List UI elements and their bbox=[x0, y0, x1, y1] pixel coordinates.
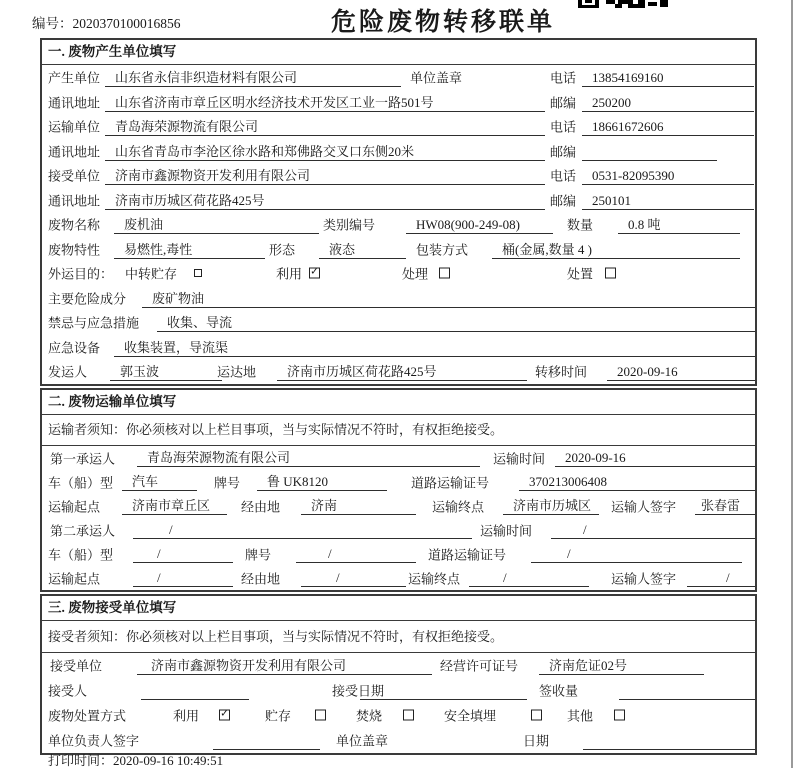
plate-label: 牌号 bbox=[214, 475, 241, 490]
section-transporter bbox=[40, 388, 757, 592]
row-hazard bbox=[42, 286, 755, 311]
row-waste-name bbox=[42, 212, 755, 237]
form-label: 形态 bbox=[269, 242, 296, 258]
origin-value: / bbox=[133, 569, 233, 587]
destination-value: 济南市历城区荷花路425号 bbox=[277, 363, 527, 381]
zip-label: 邮编 bbox=[550, 193, 577, 209]
equipment-value: 收集装置，导流渠 bbox=[114, 339, 755, 357]
receiver-address-value: 济南市历城区荷花路425号 bbox=[105, 192, 545, 210]
purpose-option-label: 处理 bbox=[402, 266, 429, 282]
row-carrier2 bbox=[42, 518, 755, 542]
row-producer-address bbox=[42, 90, 755, 115]
row-transporter-address bbox=[42, 139, 755, 164]
phone-label: 电话 bbox=[550, 168, 577, 184]
sender-value: 郭玉波 bbox=[110, 363, 222, 381]
via-label: 经由地 bbox=[241, 499, 281, 514]
transport-time-value: / bbox=[551, 521, 755, 539]
purpose-label: 外运目的： bbox=[48, 266, 114, 282]
vehicle-type-label: 车（船）型 bbox=[48, 475, 114, 490]
address-label: 通讯地址 bbox=[48, 193, 101, 209]
waste-name-label: 废物名称 bbox=[48, 217, 101, 233]
row-equipment bbox=[42, 335, 755, 360]
origin-value: 济南市章丘区 bbox=[122, 497, 227, 515]
taboo-label: 禁忌与应急措施 bbox=[48, 315, 140, 331]
vehicle-type-value: / bbox=[133, 545, 233, 563]
section1-heading: 一. 废物产生单位填写 bbox=[42, 40, 755, 65]
endpoint-label: 运输终点 bbox=[408, 571, 461, 586]
transporter-zip-value bbox=[582, 143, 717, 161]
hazard-value: 废矿物油 bbox=[142, 290, 755, 308]
section2-heading: 二. 废物运输单位填写 bbox=[42, 390, 755, 415]
checkbox-dispose bbox=[605, 268, 616, 279]
receiver-label: 接受单位 bbox=[48, 168, 101, 184]
destination-label: 运达地 bbox=[217, 364, 257, 380]
carrier2-label: 第二承运人 bbox=[50, 523, 116, 538]
row-carrier1 bbox=[42, 446, 755, 470]
packing-label: 包装方式 bbox=[416, 242, 469, 258]
producer-phone-value: 13854169160 bbox=[582, 69, 754, 87]
plate-label: 牌号 bbox=[245, 547, 272, 562]
disposal-option-label: 利用 bbox=[173, 708, 200, 724]
received-qty-value bbox=[619, 682, 755, 700]
receiver-zip-value: 250101 bbox=[582, 192, 754, 210]
purpose-option-label: 中转贮存 bbox=[125, 266, 178, 282]
waste-name-value: 废机油 bbox=[114, 216, 319, 234]
accept-date-value bbox=[360, 682, 527, 700]
qr-code-icon bbox=[578, 0, 670, 11]
row-transporter bbox=[42, 114, 755, 139]
plate-value: / bbox=[296, 545, 416, 563]
row-route1 bbox=[42, 494, 755, 518]
row-receiver bbox=[42, 163, 755, 188]
via-value: 济南 bbox=[301, 497, 416, 515]
transporter-phone-value: 18661672606 bbox=[582, 118, 754, 136]
print-time-label: 打印时间： bbox=[48, 753, 114, 768]
via-label: 经由地 bbox=[241, 571, 281, 586]
row-waste-traits bbox=[42, 237, 755, 262]
section-producer bbox=[40, 38, 757, 386]
disposal-label: 废物处置方式 bbox=[48, 708, 127, 724]
serial-number bbox=[32, 12, 181, 32]
transport-time-value: 2020-09-16 bbox=[555, 449, 755, 467]
checkbox-transit-storage bbox=[194, 269, 202, 277]
transporter-notice: 运输者须知：你必须核对以上栏目事项，当与实际情况不符时，有权拒绝接受。 bbox=[42, 415, 755, 446]
section3-heading: 三. 废物接受单位填写 bbox=[42, 596, 755, 621]
row-producer bbox=[42, 65, 755, 90]
disposal-option-label: 贮存 bbox=[265, 708, 292, 724]
accept-date-label: 接受日期 bbox=[332, 683, 385, 699]
road-permit-value: / bbox=[531, 545, 742, 563]
endpoint-label: 运输终点 bbox=[432, 499, 485, 514]
zip-label: 邮编 bbox=[550, 144, 577, 160]
print-time-value: 2020-09-16 10:49:51 bbox=[113, 753, 224, 768]
traits-label: 废物特性 bbox=[48, 242, 101, 258]
disposal-option-label: 安全填埋 bbox=[444, 708, 497, 724]
endpoint-value: 济南市历城区 bbox=[503, 497, 599, 515]
carrier-sign-label: 运输人签字 bbox=[611, 499, 677, 514]
equipment-label: 应急设备 bbox=[48, 340, 101, 356]
sender-label: 发运人 bbox=[48, 364, 88, 380]
date-value bbox=[583, 732, 755, 750]
taboo-value: 收集、导流 bbox=[157, 314, 755, 332]
accept-unit-value: 济南市鑫源物资开发利用有限公司 bbox=[137, 657, 432, 675]
transport-time-label: 运输时间 bbox=[493, 451, 546, 466]
purpose-option-label: 处置 bbox=[567, 266, 594, 282]
producer-address-value: 山东省济南市章丘区明水经济技术开发区工业一路501号 bbox=[105, 94, 545, 112]
checkbox-treat bbox=[439, 268, 450, 279]
transfer-manifest-form bbox=[40, 38, 757, 757]
carrier1-value: 青岛海荣源物流有限公司 bbox=[137, 449, 480, 467]
license-label: 经营许可证号 bbox=[440, 658, 519, 674]
transfer-time-label: 转移时间 bbox=[535, 364, 588, 380]
acceptor-label: 接受人 bbox=[48, 683, 88, 699]
carrier2-value: / bbox=[133, 521, 472, 539]
road-permit-value: 370213006408 bbox=[519, 473, 755, 491]
row-route2 bbox=[42, 566, 755, 590]
receiver-phone-value: 0531-82095390 bbox=[582, 167, 754, 185]
page-title: 危险废物转移联单 bbox=[331, 9, 556, 36]
phone-label: 电话 bbox=[550, 119, 577, 135]
road-permit-label: 道路运输证号 bbox=[428, 547, 507, 562]
checkbox-landfill bbox=[531, 710, 542, 721]
transfer-time-value: 2020-09-16 bbox=[607, 363, 755, 381]
row-dispatch bbox=[42, 359, 755, 384]
plate-value: 鲁 UK8120 bbox=[257, 473, 387, 491]
hazard-label: 主要危险成分 bbox=[48, 291, 127, 307]
form-value: 液态 bbox=[319, 241, 406, 259]
phone-label: 电话 bbox=[550, 70, 577, 86]
traits-value: 易燃性,毒性 bbox=[114, 241, 265, 259]
carrier-sign-label: 运输人签字 bbox=[611, 571, 677, 586]
disposal-option-label: 焚烧 bbox=[356, 708, 383, 724]
vehicle-type-value: 汽车 bbox=[122, 473, 197, 491]
checkbox-store bbox=[315, 710, 326, 721]
carrier1-label: 第一承运人 bbox=[50, 451, 116, 466]
serial-label: 编号： bbox=[32, 16, 73, 31]
row-vehicle2 bbox=[42, 542, 755, 566]
unit-seal-label: 单位盖章 bbox=[410, 70, 463, 86]
row-disposal bbox=[42, 703, 755, 728]
receiver-value: 济南市鑫源物资开发利用有限公司 bbox=[105, 167, 545, 185]
manager-sign-label: 单位负责人签字 bbox=[48, 733, 140, 749]
via-value: / bbox=[301, 569, 406, 587]
checkbox-incinerate bbox=[403, 710, 414, 721]
license-value: 济南危证02号 bbox=[539, 657, 704, 675]
row-signatures bbox=[42, 728, 755, 753]
purpose-option-label: 利用 bbox=[276, 266, 303, 282]
category-label: 类别编号 bbox=[323, 217, 376, 233]
producer-zip-value: 250200 bbox=[582, 94, 754, 112]
row-accept-unit bbox=[42, 653, 755, 678]
row-receiver-address bbox=[42, 188, 755, 213]
checkbox-utilize: ✓ bbox=[310, 266, 319, 278]
producer-value: 山东省永信非织造材料有限公司 bbox=[105, 69, 401, 87]
acceptor-value bbox=[141, 682, 249, 700]
transporter-label: 运输单位 bbox=[48, 119, 101, 135]
road-permit-label: 道路运输证号 bbox=[411, 475, 490, 490]
address-label: 通讯地址 bbox=[48, 95, 101, 111]
row-vehicle1 bbox=[42, 470, 755, 494]
transporter-value: 青岛海荣源物流有限公司 bbox=[105, 118, 545, 136]
origin-label: 运输起点 bbox=[48, 499, 101, 514]
zip-label: 邮编 bbox=[550, 95, 577, 111]
receiver-notice: 接受者须知：你必须核对以上栏目事项，当与实际情况不符时，有权拒绝接受。 bbox=[42, 621, 755, 653]
checkbox-other bbox=[614, 710, 625, 721]
transport-time-label: 运输时间 bbox=[480, 523, 533, 538]
section-receiver bbox=[40, 594, 757, 755]
manager-sign-value bbox=[213, 732, 320, 750]
packing-value: 桶(金属,数量 4 ) bbox=[492, 241, 740, 259]
address-label: 通讯地址 bbox=[48, 144, 101, 160]
origin-label: 运输起点 bbox=[48, 571, 101, 586]
print-time bbox=[48, 750, 223, 768]
checkbox-utilize: ✓ bbox=[220, 708, 229, 720]
unit-seal-label: 单位盖章 bbox=[336, 733, 389, 749]
received-qty-label: 签收量 bbox=[539, 683, 579, 699]
accept-unit-label: 接受单位 bbox=[50, 658, 103, 674]
page-edge-divider bbox=[791, 0, 793, 768]
serial-value: 2020370100016856 bbox=[72, 16, 181, 31]
row-taboo bbox=[42, 310, 755, 335]
row-acceptor bbox=[42, 678, 755, 703]
carrier-sign-value: 张春雷 bbox=[695, 497, 755, 515]
endpoint-value: / bbox=[469, 569, 589, 587]
quantity-value: 0.8 吨 bbox=[618, 216, 740, 234]
vehicle-type-label: 车（船）型 bbox=[48, 547, 114, 562]
quantity-label: 数量 bbox=[567, 217, 594, 233]
category-value: HW08(900-249-08) bbox=[406, 216, 553, 234]
disposal-option-label: 其他 bbox=[567, 708, 594, 724]
date-label: 日期 bbox=[523, 733, 550, 749]
carrier-sign-value: / bbox=[687, 569, 755, 587]
producer-label: 产生单位 bbox=[48, 70, 101, 86]
transporter-address-value: 山东省青岛市李沧区徐水路和郑佛路交叉口东侧20米 bbox=[105, 143, 545, 161]
row-purpose bbox=[42, 261, 755, 286]
